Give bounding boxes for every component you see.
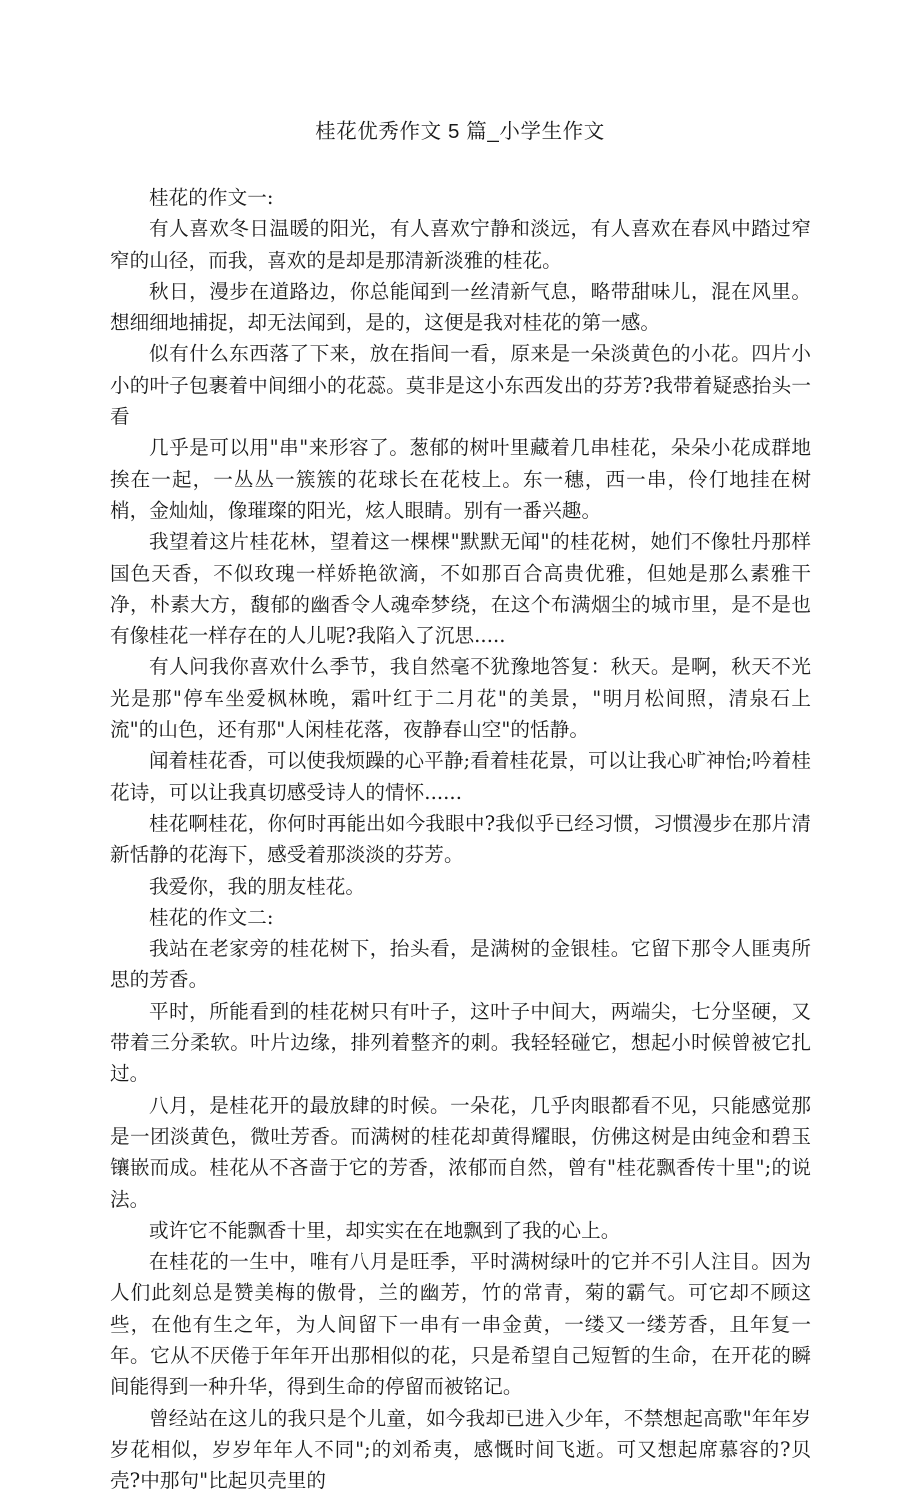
paragraph: 几乎是可以用"串"来形容了。葱郁的树叶里藏着几串桂花，朵朵小花成群地挨在一起，一丛丛一簇簇的花球长在花枝上。东一穗，西一串，伶仃地挂在树梢，金灿灿，像璀璨的阳光，炫人眼睛。别有一番兴趣。 bbox=[110, 436, 811, 522]
paragraph: 桂花的作文二: bbox=[149, 905, 274, 929]
paragraph: 我望着这片桂花林，望着这一棵棵"默默无闻"的桂花树，她们不像牡丹那样国色天香，不似玫瑰一样娇艳欲滴，不如那百合高贵优雅，但她是那么素雅干净，朴素大方，馥郁的幽香令人魂牵梦绕，在这个布满烟尘的城市里，是不是也有像桂花一样存在的人儿呢?我陷入了沉思..... bbox=[110, 530, 811, 648]
page-title: 桂花优秀作文 5 篇_小学生作文 bbox=[315, 120, 605, 143]
paragraph: 曾经站在这儿的我只是个儿童，如今我却已进入少年，不禁想起高歌"年年岁岁花相似，岁岁年年人不同";的刘希夷，感慨时间飞逝。可又想起席慕容的?贝壳?中那句"比起贝壳里的 bbox=[110, 1406, 811, 1493]
paragraph: 我爱你，我的朋友桂花。 bbox=[149, 874, 366, 898]
paragraph: 秋日，漫步在道路边，你总能闻到一丝清新气息，略带甜味儿，混在风里。想细细地捕捉，却无法闻到，是的，这便是我对桂花的第一感。 bbox=[110, 279, 811, 335]
paragraph: 桂花的作文一: bbox=[149, 186, 274, 209]
paragraph: 八月，是桂花开的最放肆的时候。一朵花，几乎肉眼都看不见，只能感觉那是一团淡黄色，微吐芳香。而满树的桂花却黄得耀眼，仿佛这树是由纯金和碧玉镶嵌而成。桂花从不吝啬于它的芳香，浓郁而自然，曾有"桂花飘香传十里";的说法。 bbox=[110, 1093, 811, 1211]
paragraph: 平时，所能看到的桂花树只有叶子，这叶子中间大，两端尖，七分坚硬，又带着三分柔软。叶片边缘，排列着整齐的刺。我轻轻碰它，想起小时候曾被它扎过。 bbox=[110, 999, 811, 1086]
paragraph: 在桂花的一生中，唯有八月是旺季，平时满树绿叶的它并不引人注目。因为人们此刻总是赞美梅的傲骨，兰的幽芳，竹的常青，菊的霸气。可它却不顾这些，在他有生之年，为人间留下一串有一串金黄，一缕又一缕芳香，且年复一年。它从不厌倦于年年开出那相似的花，只是希望自己短暂的生命，在开花的瞬间能得到一种升华，得到生命的停留而被铭记。 bbox=[110, 1250, 811, 1399]
paragraph: 桂花啊桂花，你何时再能出如今我眼中?我似乎已经习惯，习惯漫步在那片清新恬静的花海下，感受着那淡淡的芬芳。 bbox=[110, 811, 811, 867]
paragraph: 有人问我你喜欢什么季节，我自然毫不犹豫地答复：秋天。是啊，秋天不光光是那"停车坐爱枫林晚，霜叶红于二月花"的美景，"明月松间照，清泉石上流"的山色，还有那"人闲桂花落，夜静春山空"的恬静。 bbox=[110, 655, 811, 742]
paragraph: 有人喜欢冬日温暖的阳光，有人喜欢宁静和淡远，有人喜欢在春风中踏过窄窄的山径，而我，喜欢的是却是那清新淡雅的桂花。 bbox=[110, 217, 811, 272]
paragraph: 我站在老家旁的桂花树下，抬头看，是满树的金银桂。它留下那令人匪夷所思的芳香。 bbox=[110, 937, 811, 992]
paragraph: 似有什么东西落了下来，放在指间一看，原来是一朵淡黄色的小花。四片小小的叶子包裹着中间细小的花蕊。莫非是这小东西发出的芬芳?我带着疑惑抬头一看 bbox=[110, 342, 811, 429]
paragraph: 闻着桂花香，可以使我烦躁的心平静;看着桂花景，可以让我心旷神怡;吟着桂花诗，可以让我真切感受诗人的情怀...... bbox=[110, 749, 811, 804]
paragraph: 或许它不能飘香十里，却实实在在地飘到了我的心上。 bbox=[149, 1218, 621, 1242]
document-body bbox=[110, 182, 811, 1496]
